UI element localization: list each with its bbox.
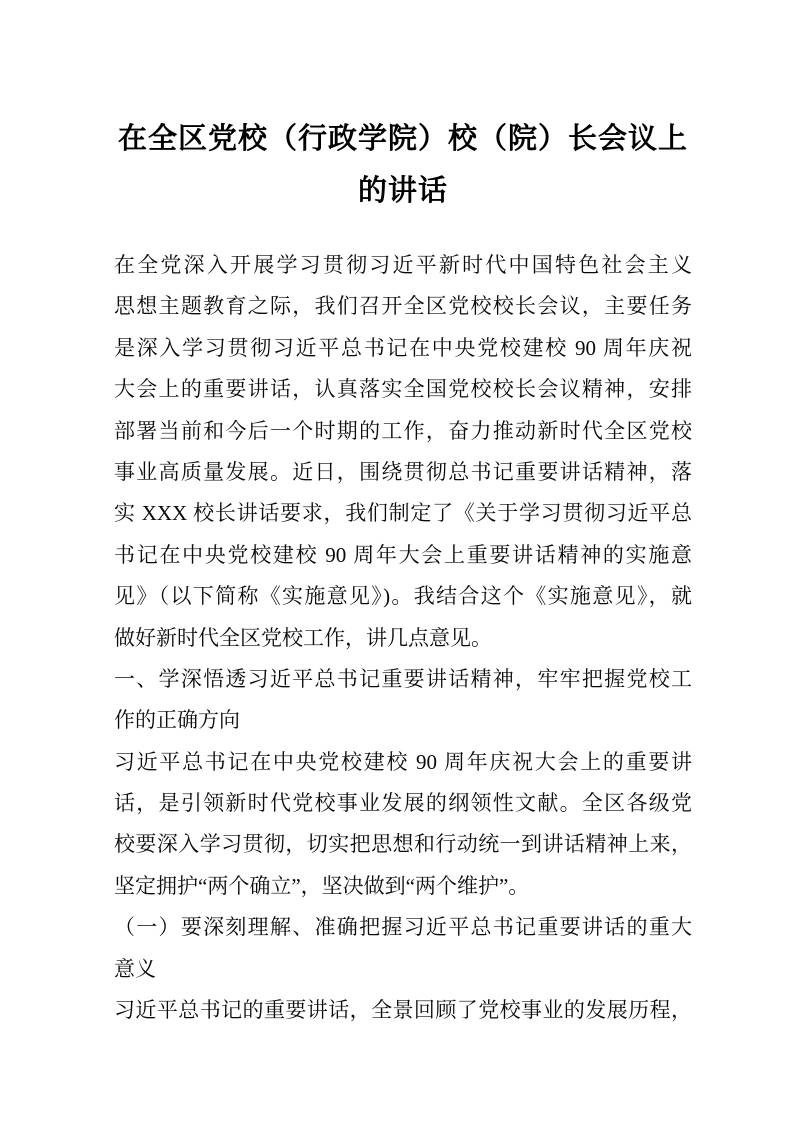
section-heading-line: 一、学深悟透习近平总书记重要讲话精神，牢牢把握党校工	[114, 666, 692, 691]
title-line-1: 在全区党校（行政学院）校（院）长会议上	[117, 123, 688, 155]
body-line: 事业高质量发展。近日，围绕贯彻总书记重要讲话精神，落	[114, 459, 692, 484]
body-line: 部署当前和今后一个时期的工作，奋力推动新时代全区党校	[114, 418, 692, 443]
body-line: 书记在中央党校建校 90 周年大会上重要讲话精神的实施意	[114, 542, 692, 567]
body-line: 思想主题教育之际，我们召开全区党校校长会议，主要任务	[114, 294, 692, 319]
body-line: 实 XXX 校长讲话要求，我们制定了《关于学习贯彻习近平总	[114, 501, 692, 526]
body-line: 大会上的重要讲话，认真落实全国党校校长会议精神，安排	[114, 377, 692, 402]
title-line-2: 的讲话	[357, 175, 448, 207]
body-line: 习近平总书记的重要讲话，全景回顾了党校事业的发展历程，	[114, 998, 692, 1023]
document-body	[114, 245, 692, 1031]
body-line: 见》（以下简称《实施意见》)。我结合这个《实施意见》，就	[114, 584, 692, 609]
body-line: 习近平总书记在中央党校建校 90 周年庆祝大会上的重要讲	[114, 749, 692, 774]
body-line: 校要深入学习贯彻，切实把思想和行动统一到讲话精神上来，	[114, 832, 692, 857]
body-line: 在全党深入开展学习贯彻习近平新时代中国特色社会主义	[114, 253, 692, 277]
subsection-heading-line: 意义	[114, 956, 156, 981]
body-line: 坚定拥护“两个确立”，坚决做到“两个维护”。	[114, 873, 530, 898]
body-line: 是深入学习贯彻习近平总书记在中央党校建校 90 周年庆祝	[114, 335, 692, 360]
document-title	[114, 113, 692, 217]
section-heading-line: 作的正确方向	[114, 708, 240, 733]
subsection-heading-line: （一）要深刻理解、准确把握习近平总书记重要讲话的重大	[114, 915, 692, 940]
body-line: 做好新时代全区党校工作，讲几点意见。	[114, 625, 492, 650]
body-line: 话，是引领新时代党校事业发展的纲领性文献。全区各级党	[114, 791, 692, 816]
